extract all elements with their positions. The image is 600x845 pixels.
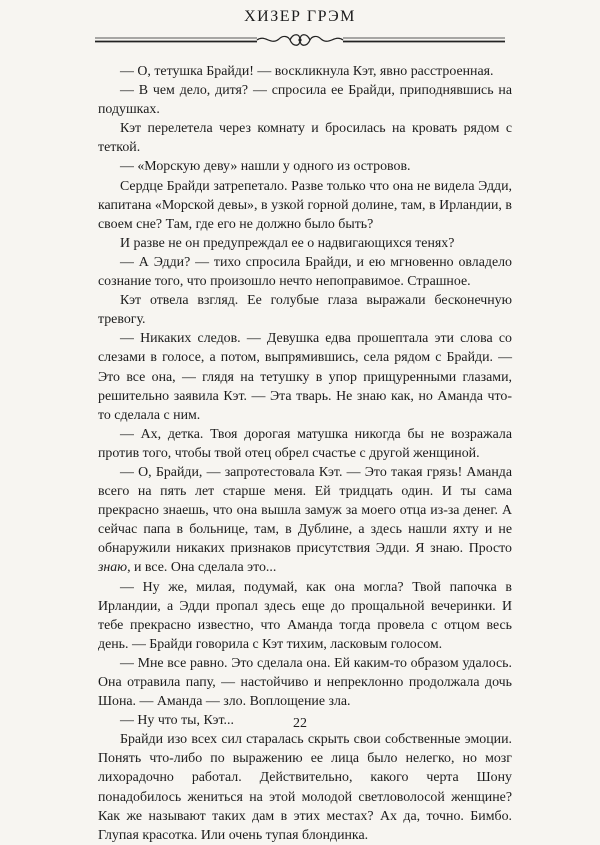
paragraph: — Ну же, милая, подумай, как она могла? Твой папочка в Ирландии, а Эдди пропал здесь еще до прощальной вечеринки. И тебе прекрасно известно, что Аманда тогда провела с отцом весь день. — Брайди говорила с Кэт тихим, ласковым голосом. [98,579,512,652]
paragraph: — В чем дело, дитя? — спросила ее Брайди, приподнявшись на подушках. [98,83,512,118]
paragraph: Брайди изо всех сил старалась скрыть свои собственные эмоции. Понять что-либо по выражению ее лица было нелегко, но мозг лихорадочно работал. Действительно, какого черта Шону понадобилось жениться на этой молодой светловолосой женщине? Как же называют таких дам в этих местах? Ах да, точно. Бимбо. Глупая красотка. Или очень тупая блондинка. [98,732,512,843]
ornament-rule-icon [95,30,505,52]
paragraph-text: — О, Брайди, — запротестовала Кэт. — Это такая грязь! Аманда всего на пять лет старше меня. Ей тридцать один. И ты сама прекрасно знаешь, что она вышла замуж за моего отца из-за денег. А сейчас папа в больнице, там, в Дублине, а здесь нашли яхту и не обнаружили никаких признаков присутствия Эдди. Я знаю. Просто [98,464,512,557]
paragraph: — Ах, детка. Твоя дорогая матушка никогда бы не возражала против того, чтобы твой отец обрел счастье с другой женщиной. [98,426,512,461]
paragraph: И разве не он предупреждал ее о надвигающихся тенях? [120,235,455,251]
paragraph [98,463,512,578]
paragraph: Сердце Брайди затрепетало. Разве только что она не видела Эдди, капитана «Морской девы», в узкой горной долине, там, в Ирландии, в своем сне? Там, где его не должно было быть? [98,178,512,232]
emphasis-text: знаю [98,560,128,576]
running-head [0,8,600,26]
paragraph: — «Морскую деву» нашли у одного из островов. [120,159,411,175]
paragraph: — Ну что ты, Кэт... [120,713,234,729]
paragraph-text-tail: , и все. Она сделала это... [127,560,277,576]
paragraph: — А Эдди? — тихо спросила Брайди, и ею мгновенно овладело сознание того, что произошло нечто непоправимое. Страшное. [98,254,512,290]
page-number: 22 [293,716,307,731]
paragraph: — Никаких следов. — Девушка едва прошептала эти слова со слезами в голосе, а потом, выпрямившись, села рядом с Брайди. — Это все она, — глядя на тетушку в упор прищуренными глазами, решительно заявила Кэт. — Эта тварь. Не знаю как, но Аманда что-то сделала с ним. [98,331,512,423]
author-name: ХИЗЕР ГРЭМ [244,8,356,25]
paragraph: Кэт отвела взгляд. Ее голубые глаза выражали бесконечную тревогу. [98,293,512,328]
paragraph: — О, тетушка Брайди! — воскликнула Кэт, явно расстроенная. [120,64,494,79]
header-ornament [95,30,505,52]
paragraph: Кэт перелетела через комнату и бросилась на кровать рядом с теткой. [98,121,512,156]
paragraph: — Мне все равно. Это сделала она. Ей каким-то образом удалось. Она отравила папу, — настойчиво и непреклонно продолжала дочь Шона. — Аманда — зло. Воплощение зла. [98,655,512,710]
